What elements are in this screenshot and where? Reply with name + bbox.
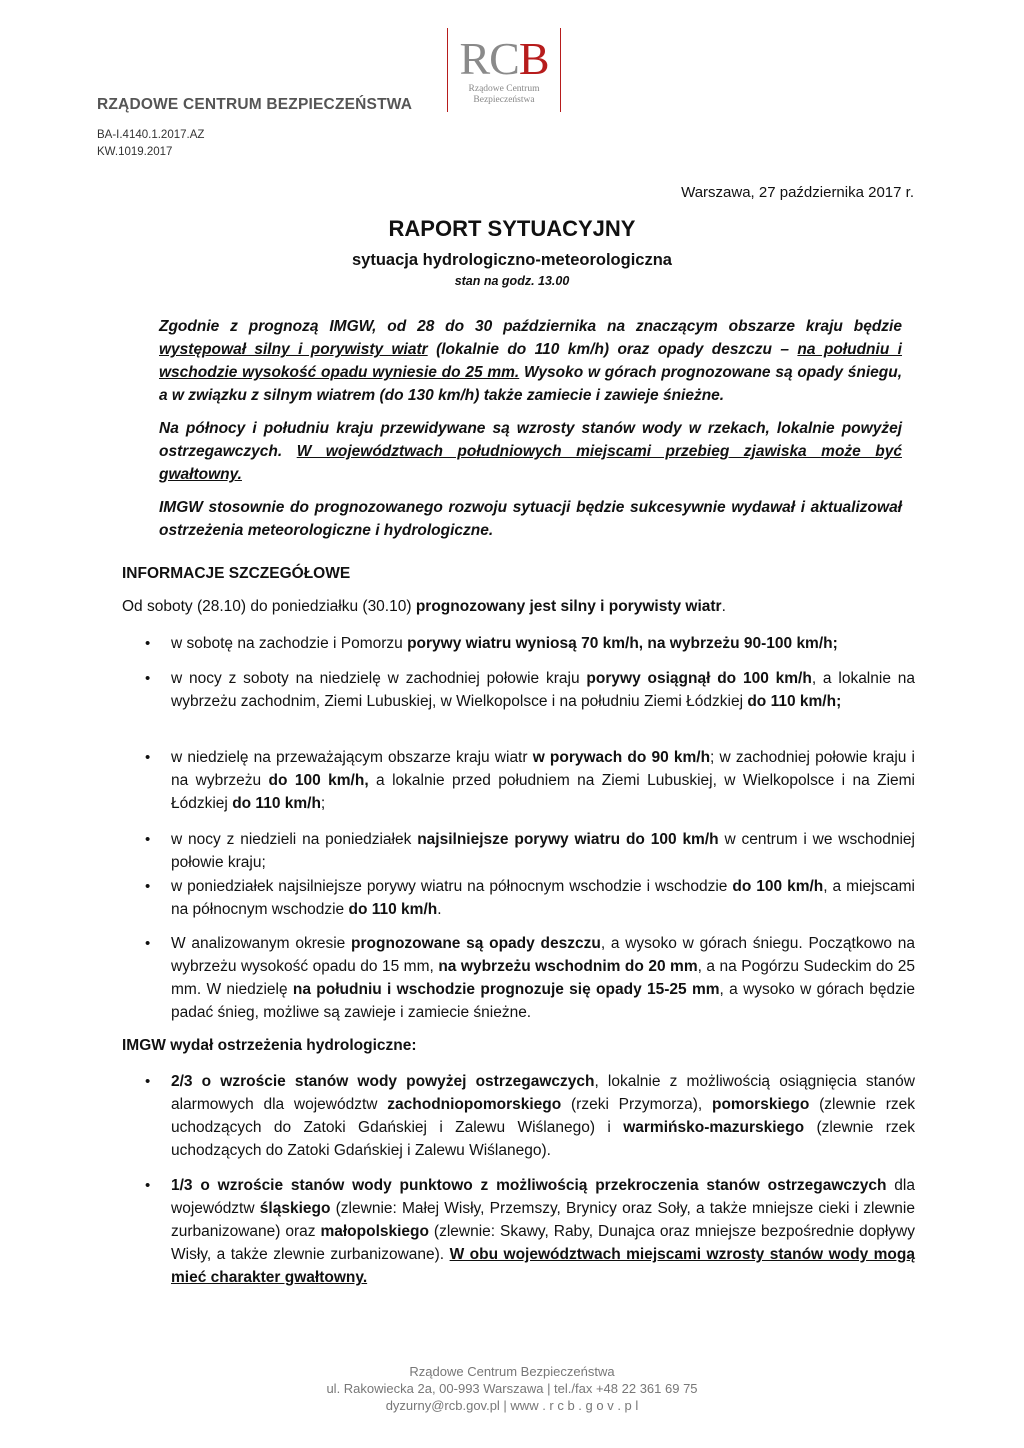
report-subtitle: sytuacja hydrologiczno-meteorologiczna	[352, 251, 672, 269]
footer-contact: dyzurny@rcb.gov.pl | www . r c b . g o v . p l	[385, 1398, 639, 1413]
report-title: RAPORT SYTUACYJNY	[388, 216, 636, 241]
logo-mark: RCB	[459, 33, 549, 84]
bullet-icon: •	[145, 831, 151, 848]
bullet-icon: •	[145, 749, 151, 766]
bullet-icon: •	[145, 635, 151, 652]
details-lead: Od soboty (28.10) do poniedziałku (30.10) prognozowany jest silny i porywisty wiatr.	[122, 598, 726, 615]
page-footer	[0, 1363, 1024, 1414]
list-item: • w sobotę na zachodzie i Pomorzu porywy wiatru wyniosą 70 km/h, na wybrzeżu 90-100 km/h;	[171, 632, 915, 655]
list-item: • w nocy z soboty na niedzielę w zachodniej połowie kraju porywy osiągnął do 100 km/h, a lokalnie na wybrzeżu zachodnim, Ziemi Lubuskiej, w Wielkopolsce i na południu Ziemi Łódzkiej do 110 km/h;	[171, 667, 915, 713]
bullet-icon: •	[145, 935, 151, 952]
list-item: • w poniedziałek najsilniejsze porywy wiatru na północnym wschodzie i wschodzie do 100 km/h, a miejscami na północnym wschodzie do 110 km/h.	[171, 875, 915, 921]
logo-sub-2: Bezpieczeństwa	[473, 95, 535, 105]
list-item: • W analizowanym okresie prognozowane są opady deszczu, a wysoko w górach śniegu. Początkowo na wybrzeżu wysokość opadu do 15 mm, na wybrzeżu wschodnim do 20 mm, a na Pogórzu Sudeckim do 25 mm. W niedzielę na południu i wschodzie prognozuje się opady 15-25 mm, a wysoko w górach będzie padać śnieg, możliwe są zawieje i zamiecie śnieżne.	[171, 932, 915, 1024]
section-heading-details: INFORMACJE SZCZEGÓŁOWE	[122, 565, 351, 582]
reference-number-2: KW.1019.2017	[97, 146, 173, 158]
bullet-icon: •	[145, 878, 151, 895]
list-item: • w nocy z niedzieli na poniedziałek najsilniejsze porywy wiatru do 100 km/h w centrum i we wschodniej połowie kraju;	[171, 828, 915, 874]
intro-paragraph-3: IMGW stosownie do prognozowanego rozwoju sytuacji będzie sukcesywnie wydawał i aktualizował ostrzeżenia meteorologiczne i hydrologiczne.	[159, 499, 902, 539]
reference-number-1: BA-I.4140.1.2017.AZ	[97, 129, 205, 141]
bullet-icon: •	[145, 670, 151, 687]
org-name: RZĄDOWE CENTRUM BEZPIECZEŃSTWA	[97, 96, 413, 113]
section-heading-hydro: IMGW wydał ostrzeżenia hydrologiczne:	[122, 1037, 417, 1054]
list-item: • w niedzielę na przeważającym obszarze kraju wiatr w porywach do 90 km/h; w zachodniej połowie kraju i na wybrzeżu do 100 km/h, a lokalnie przed południem na Ziemi Lubuskiej, w Wielkopolsce i na Ziemi Łódzkiej do 110 km/h;	[171, 746, 915, 815]
intro-paragraph-2: Na północy i południu kraju przewidywane są wzrosty stanów wody w rzekach, lokalnie powyżej ostrzegawczych. W województwach południowych miejscami przebieg zjawiska może być gwałtowny.	[159, 420, 902, 483]
footer-org: Rządowe Centrum Bezpieczeństwa	[409, 1364, 615, 1379]
list-item: • 1/3 o wzroście stanów wody punktowo z możliwością przekroczenia stanów ostrzegawczych dla województw śląskiego (zlewnie: Małej Wisły, Przemszy, Brynicy oraz Soły, a także mniejsze cieki i zlewnie zurbanizowane) oraz małopolskiego (zlewnie: Skawy, Raby, Dunajca oraz mniejsze bezpośrednie dopływy Wisły, a także zlewnie zurbanizowane). W obu województwach miejscami wzrosty stanów wody mogą mieć charakter gwałtowny.	[171, 1174, 915, 1289]
footer-address: ul. Rakowiecka 2a, 00-993 Warszawa | tel./fax +48 22 361 69 75	[326, 1381, 698, 1396]
intro-paragraph-1: Zgodnie z prognozą IMGW, od 28 do 30 października na znaczącym obszarze kraju będzie występował silny i porywisty wiatr (lokalnie do 110 km/h) oraz opady deszczu – na południu i wschodzie wysokość opadu wyniesie do 25 mm. Wysoko w górach prognozowane są opady śniegu, a w związku z silnym wiatrem (do 130 km/h) także zamiecie i zawieje śnieżne.	[159, 318, 903, 404]
bullet-icon: •	[145, 1073, 151, 1090]
rcb-logo	[447, 28, 561, 112]
report-status-time: stan na godz. 13.00	[454, 274, 570, 288]
list-item: • 2/3 o wzroście stanów wody powyżej ostrzegawczych, lokalnie z możliwością osiągnięcia stanów alarmowych dla województw zachodniopomorskiego (rzeki Przymorza), pomorskiego (zlewnie rzek uchodzących do Zatoki Gdańskiej i Zalewu Wiślanego) i warmińsko-mazurskiego (zlewnie rzek uchodzących do Zatoki Gdańskiej i Zalewu Wiślanego).	[171, 1070, 915, 1162]
bullet-icon: •	[145, 1177, 151, 1194]
document-date: Warszawa, 27 października 2017 r.	[681, 184, 914, 201]
logo-sub-1: Rządowe Centrum	[468, 84, 540, 94]
